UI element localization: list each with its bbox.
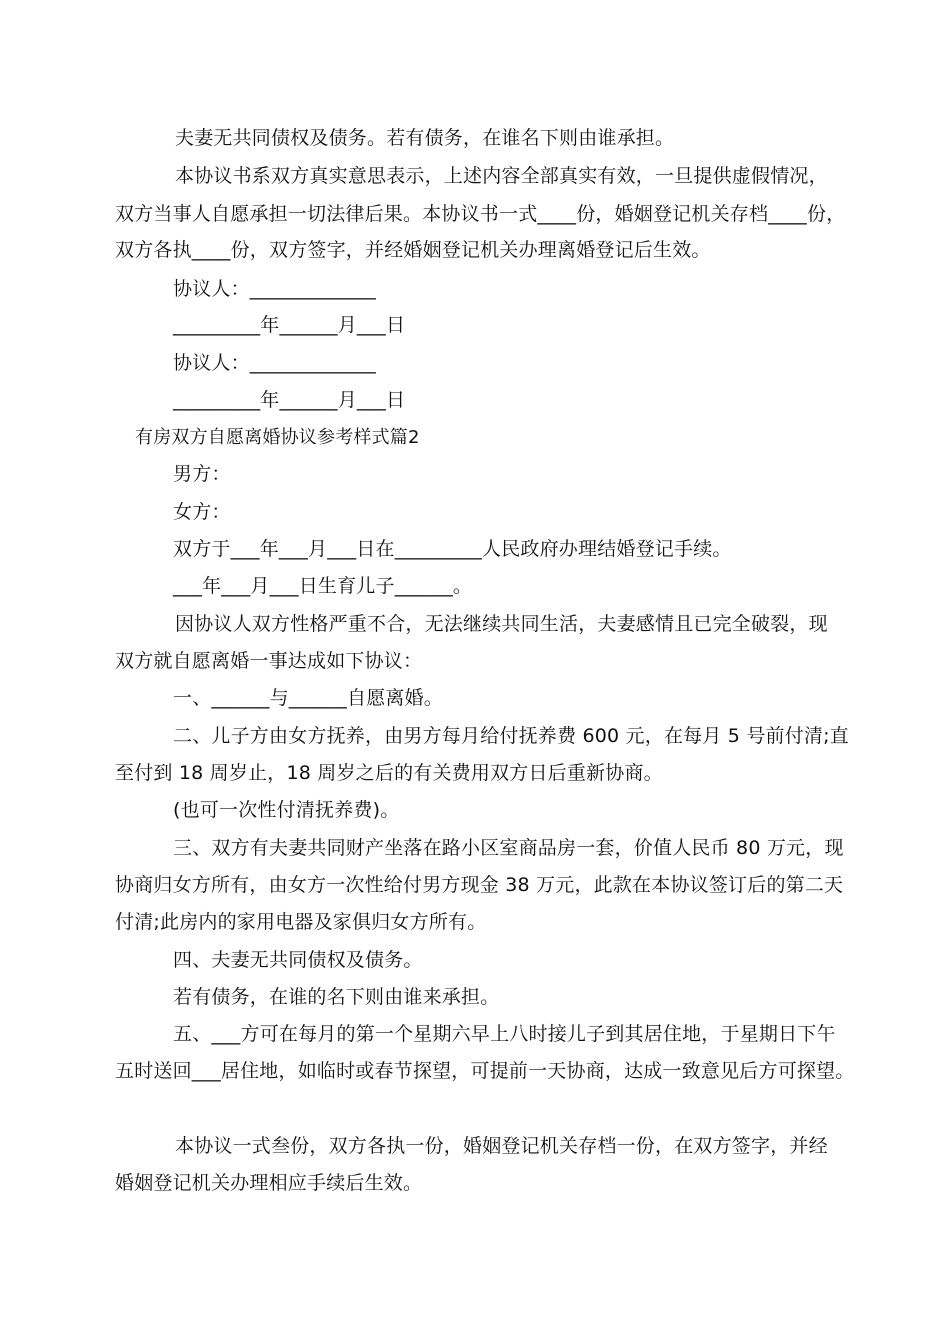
paragraph-line: 女方： [173, 501, 231, 523]
paragraph-line: 至付到 18 周岁止，18 周岁之后的有关费用双方日后重新协商。 [115, 762, 663, 784]
signature-line: 协议人：_____________ [173, 352, 376, 374]
date-line: _________年______月___日 [173, 314, 406, 336]
paragraph-line: 若有债务，在谁的名下则由谁来承担。 [173, 986, 500, 1008]
paragraph-line: 协商归女方所有，由女方一次性给付男方现金 38 万元，此款在本协议签订后的第二天 [115, 874, 844, 896]
paragraph-line: 男方： [173, 463, 231, 485]
paragraph-line: 双方就自愿离婚一事达成如下协议： [115, 650, 423, 672]
paragraph-line: 本协议书系双方真实意思表示，上述内容全部真实有效，一旦提供虚假情况， [175, 165, 828, 187]
paragraph-line: (也可一次性付清抚养费)。 [173, 799, 400, 821]
paragraph-line: 四、夫妻无共同债权及债务。 [173, 949, 423, 971]
paragraph-line: ___年___月___日生育儿子______。 [173, 575, 473, 597]
paragraph-line: 二、儿子方由女方抚养，由男方每月给付抚养费 600 元，在每月 5 号前付清;直 [173, 725, 849, 747]
paragraph-line: 夫妻无共同债权及债务。若有债务，在谁名下则由谁承担。 [175, 127, 675, 149]
paragraph-line: 付清;此房内的家用电器及家俱归女方所有。 [115, 911, 487, 933]
section-title: 有房双方自愿离婚协议参考样式篇2 [135, 427, 420, 448]
paragraph-line: 一、______与______自愿离婚。 [173, 687, 444, 709]
paragraph-line: 双方于___年___月___日在_________人民政府办理结婚登记手续。 [173, 538, 732, 560]
paragraph-line: 婚姻登记机关办理相应手续后生效。 [115, 1172, 423, 1194]
paragraph-line: 本协议一式叁份，双方各执一份，婚姻登记机关存档一份，在双方签字，并经 [175, 1135, 828, 1157]
paragraph-line: 双方当事人自愿承担一切法律后果。本协议书一式____份，婚姻登记机关存档____份， [115, 203, 846, 225]
paragraph-line: 五、___方可在每月的第一个星期六早上八时接儿子到其居住地，于星期日下午 [173, 1023, 836, 1045]
signature-line: 协议人：_____________ [173, 278, 376, 300]
paragraph-line: 因协议人双方性格严重不合，无法继续共同生活，夫妻感情且已完全破裂，现 [175, 613, 828, 635]
paragraph-line: 双方各执____份，双方签字，并经婚姻登记机关办理离婚登记后生效。 [115, 239, 711, 261]
paragraph-line: 三、双方有夫妻共同财产坐落在路小区室商品房一套，价值人民币 80 万元，现 [173, 837, 844, 859]
paragraph-line: 五时送回___居住地，如临时或春节探望，可提前一天协商，达成一致意见后方可探望。 [115, 1060, 855, 1082]
date-line: _________年______月___日 [173, 389, 406, 411]
